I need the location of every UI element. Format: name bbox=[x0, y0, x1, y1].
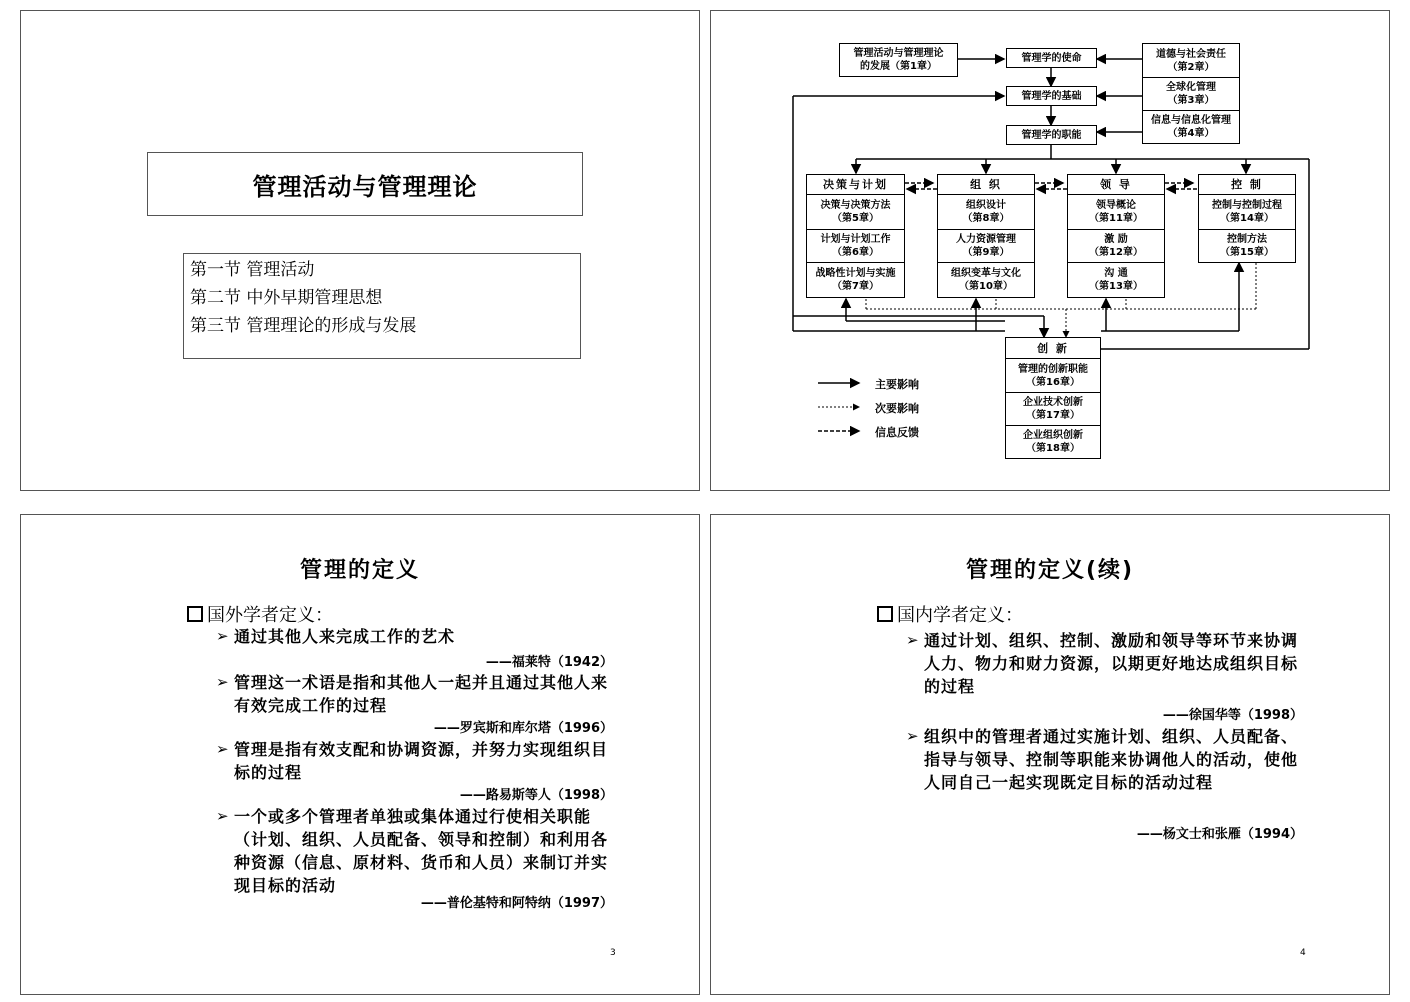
chapter-cell: 组织变革与文化 （第10章） bbox=[951, 268, 1021, 292]
column-header: 创 新 bbox=[1006, 338, 1100, 359]
section-item: 第一节 管理活动 bbox=[190, 260, 315, 280]
chapter-cell: 控制方法 （第15章） bbox=[1220, 234, 1274, 258]
chapter-cell: 领导概论 （第11章） bbox=[1068, 195, 1164, 230]
definition-item: ➢ 通过其他人来完成工作的艺术 bbox=[216, 627, 456, 646]
slide-3 bbox=[20, 514, 700, 995]
mission-box: 管理学的使命 bbox=[1006, 48, 1097, 68]
function-column-planning bbox=[806, 174, 905, 298]
checkbox-square-icon bbox=[187, 606, 203, 622]
arrow-bullet-icon: ➢ bbox=[906, 631, 920, 649]
citation: ——路易斯等人（1998） bbox=[459, 788, 613, 803]
slide-1 bbox=[20, 10, 700, 491]
arrow-bullet-icon: ➢ bbox=[906, 727, 920, 745]
definition-item: ➢ 管理这一术语是指和其他人一起并且通过其他人来有效完成工作的过程 bbox=[216, 673, 609, 715]
section-heading: 国内学者定义： bbox=[877, 601, 1023, 627]
arrow-bullet-icon: ➢ bbox=[216, 627, 230, 645]
chapter-cell: 沟 通 （第13章） bbox=[1089, 268, 1143, 292]
chapter-cell: 企业组织创新 （第18章） bbox=[1023, 430, 1083, 454]
section-list bbox=[183, 253, 581, 359]
page-number: 4 bbox=[1300, 948, 1306, 958]
citation: ——福莱特（1942） bbox=[485, 655, 613, 670]
function-column-leading bbox=[1067, 174, 1165, 298]
function-column-controlling bbox=[1198, 174, 1296, 263]
citation: ——杨文士和张雁（1994） bbox=[1136, 827, 1303, 842]
context-item: 信息与信息化管理 （第4章） bbox=[1151, 115, 1231, 139]
definition-item: ➢ 管理是指有效支配和协调资源，并努力实现组织目标的过程 bbox=[216, 740, 609, 782]
context-item: 道德与社会责任 （第2章） bbox=[1143, 44, 1239, 78]
section-item: 第三节 管理理论的形成与发展 bbox=[190, 316, 417, 336]
column-header: 组 织 bbox=[938, 175, 1034, 195]
chapter-cell: 激 励 （第12章） bbox=[1068, 230, 1164, 263]
section-heading: 国外学者定义： bbox=[187, 601, 333, 627]
functions-box: 管理学的职能 bbox=[1006, 125, 1097, 145]
column-header: 控 制 bbox=[1199, 175, 1295, 195]
chapter-cell: 控制与控制过程 （第14章） bbox=[1199, 195, 1295, 230]
chapter-cell: 组织设计 （第8章） bbox=[938, 195, 1034, 230]
arrow-bullet-icon: ➢ bbox=[216, 807, 230, 825]
context-item: 全球化管理 （第3章） bbox=[1143, 78, 1239, 111]
chapter-cell: 人力资源管理 （第9章） bbox=[938, 230, 1034, 263]
innovation-column bbox=[1005, 337, 1101, 459]
citation: ——罗宾斯和库尔塔（1996） bbox=[433, 721, 613, 736]
arrow-bullet-icon: ➢ bbox=[216, 673, 230, 691]
chapter-cell: 管理的创新职能 （第16章） bbox=[1006, 359, 1100, 393]
column-header: 领 导 bbox=[1068, 175, 1164, 195]
slide-1-title: 管理活动与管理理论 bbox=[147, 152, 583, 216]
citation: ——普伦基特和阿特纳（1997） bbox=[420, 896, 613, 911]
slide-3-title: 管理的定义 bbox=[299, 558, 420, 583]
slide-4-title: 管理的定义(续) bbox=[965, 558, 1135, 583]
chapter-cell: 战略性计划与实施 （第7章） bbox=[815, 268, 896, 292]
citation: ——徐国华等（1998） bbox=[1162, 708, 1303, 723]
function-column-organizing bbox=[937, 174, 1035, 298]
context-group bbox=[1142, 43, 1240, 144]
history-box: 管理活动与管理理论 的发展（第1章） bbox=[839, 43, 958, 77]
definition-item: ➢ 通过计划、组织、控制、激励和领导等环节来协调人力、物力和财力资源，以期更好地达成组织目标的过程 bbox=[906, 631, 1299, 696]
page-number: 3 bbox=[610, 948, 616, 958]
column-header: 决策与计划 bbox=[807, 175, 904, 195]
chapter-cell: 计划与计划工作 （第6章） bbox=[807, 230, 904, 263]
definition-item: ➢ 组织中的管理者通过实施计划、组织、人员配备、指导与领导、控制等职能来协调他人的活动，使他人同自己一起实现既定目标的活动过程 bbox=[906, 727, 1299, 792]
definition-item: ➢ 一个或多个管理者单独或集体通过行使相关职能（计划、组织、人员配备、领导和控制）和利用各种资源（信息、原材料、货币和人员）来制订并实现目标的活动 bbox=[216, 807, 609, 895]
legend-secondary-label: 次要影响 bbox=[875, 402, 919, 415]
section-item: 第二节 中外早期管理思想 bbox=[190, 288, 383, 308]
arrow-bullet-icon: ➢ bbox=[216, 740, 230, 758]
chapter-cell: 企业技术创新 （第17章） bbox=[1006, 393, 1100, 426]
slide-4 bbox=[710, 514, 1390, 995]
legend-feedback-label: 信息反馈 bbox=[875, 426, 919, 439]
legend-primary-label: 主要影响 bbox=[875, 378, 919, 391]
slide-2-framework-diagram bbox=[710, 10, 1390, 491]
checkbox-square-icon bbox=[877, 606, 893, 622]
foundation-box: 管理学的基础 bbox=[1006, 86, 1097, 106]
chapter-cell: 决策与决策方法 （第5章） bbox=[807, 195, 904, 230]
